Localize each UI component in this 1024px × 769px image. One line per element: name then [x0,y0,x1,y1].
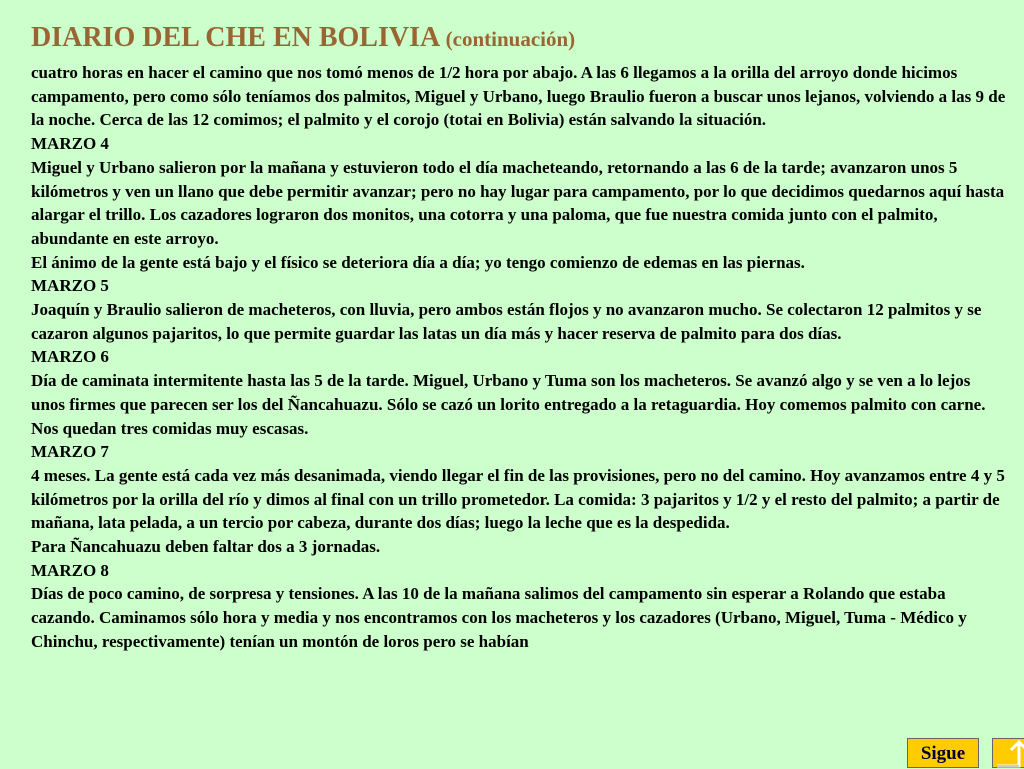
return-button[interactable] [992,738,1024,768]
paragraph: Miguel y Urbano salieron por la mañana y estuvieron todo el día macheteando, retornando a las 6 de la tarde; avanzaron unos 5 kilómetros y ven un llano que debe permitir avanzar; pero no hay lugar para campamento, por lo que decidimos quedarnos aquí hasta alargar el trillo. Los cazadores lograron dos monitos, una cotorra y una paloma, que fue nuestra comida junto con el palmito, abundante en este arroyo. [31,157,1005,248]
date-heading: MARZO 7 [31,442,109,462]
page-title [31,22,575,55]
paragraph: Días de poco camino, de sorpresa y tensiones. A las 10 de la mañana salimos del campamento sin esperar a Rolando que estaba cazando. Caminamos sólo hora y media y nos encontramos con los macheteros y los cazadores (Urbano, Miguel, Tuma - Médico y Chinchu, respectivamente) tenían un montón de loros pero se habían [31,584,967,651]
date-heading: MARZO 8 [31,560,109,580]
paragraph: El ánimo de la gente está bajo y el físico se deteriora día a día; yo tengo comienzo de edemas en las piernas. [31,252,805,272]
date-heading: MARZO 5 [31,276,109,296]
date-heading: MARZO 6 [31,347,109,367]
diary-text [31,61,1006,654]
next-button[interactable]: Sigue [907,738,979,768]
return-arrow-icon [993,739,1024,769]
paragraph: Para Ñancahuazu deben faltar dos a 3 jornadas. [31,537,381,557]
paragraph: 4 meses. La gente está cada vez más desanimada, viendo llegar el fin de las provisiones, pero no del camino. Hoy avanzamos entre 4 y 5 kilómetros por la orilla del río y dimos al final con un trillo prometedor. La comida: 3 pajaritos y 1/2 y el resto del palmito; a partir de mañana, lata pelada, a un tercio por cabeza, durante dos días; luego la leche que es la despedida. [31,465,1005,533]
date-heading: MARZO 4 [31,134,109,154]
paragraph: Joaquín y Braulio salieron de macheteros, con lluvia, pero ambos están flojos y no avanzaron mucho. Se colectaron 12 palmitos y se cazaron algunos pajaritos, lo que permite guardar las latas un día más y hacer reserva de palmito para dos días. [31,300,982,343]
title-subtitle: (continuación) [445,27,576,51]
paragraph: Día de caminata intermitente hasta las 5 de la tarde. Miguel, Urbano y Tuma son los macheteros. Se avanzó algo y se ven a lo lejos unos firmes que parecen ser los del Ñancahuazu. Sólo se cazó un lorito entregado a la retaguardia. Hoy comemos palmito con carne. Nos quedan tres comidas muy escasas. [31,371,986,438]
title-main: DIARIO DEL CHE EN BOLIVIA [31,22,439,53]
paragraph: cuatro horas en hacer el camino que nos tomó menos de 1/2 hora por abajo. A las 6 llegamos a la orilla del arroyo donde hicimos campamento, pero como sólo teníamos dos palmitos, Miguel y Urbano, luego Braulio fueron a buscar unos lejanos, volviendo a las 9 de la noche. Cerca de las 12 comimos; el palmito y el corojo (totai en Bolivia) están salvando la situación. [31,63,1006,130]
